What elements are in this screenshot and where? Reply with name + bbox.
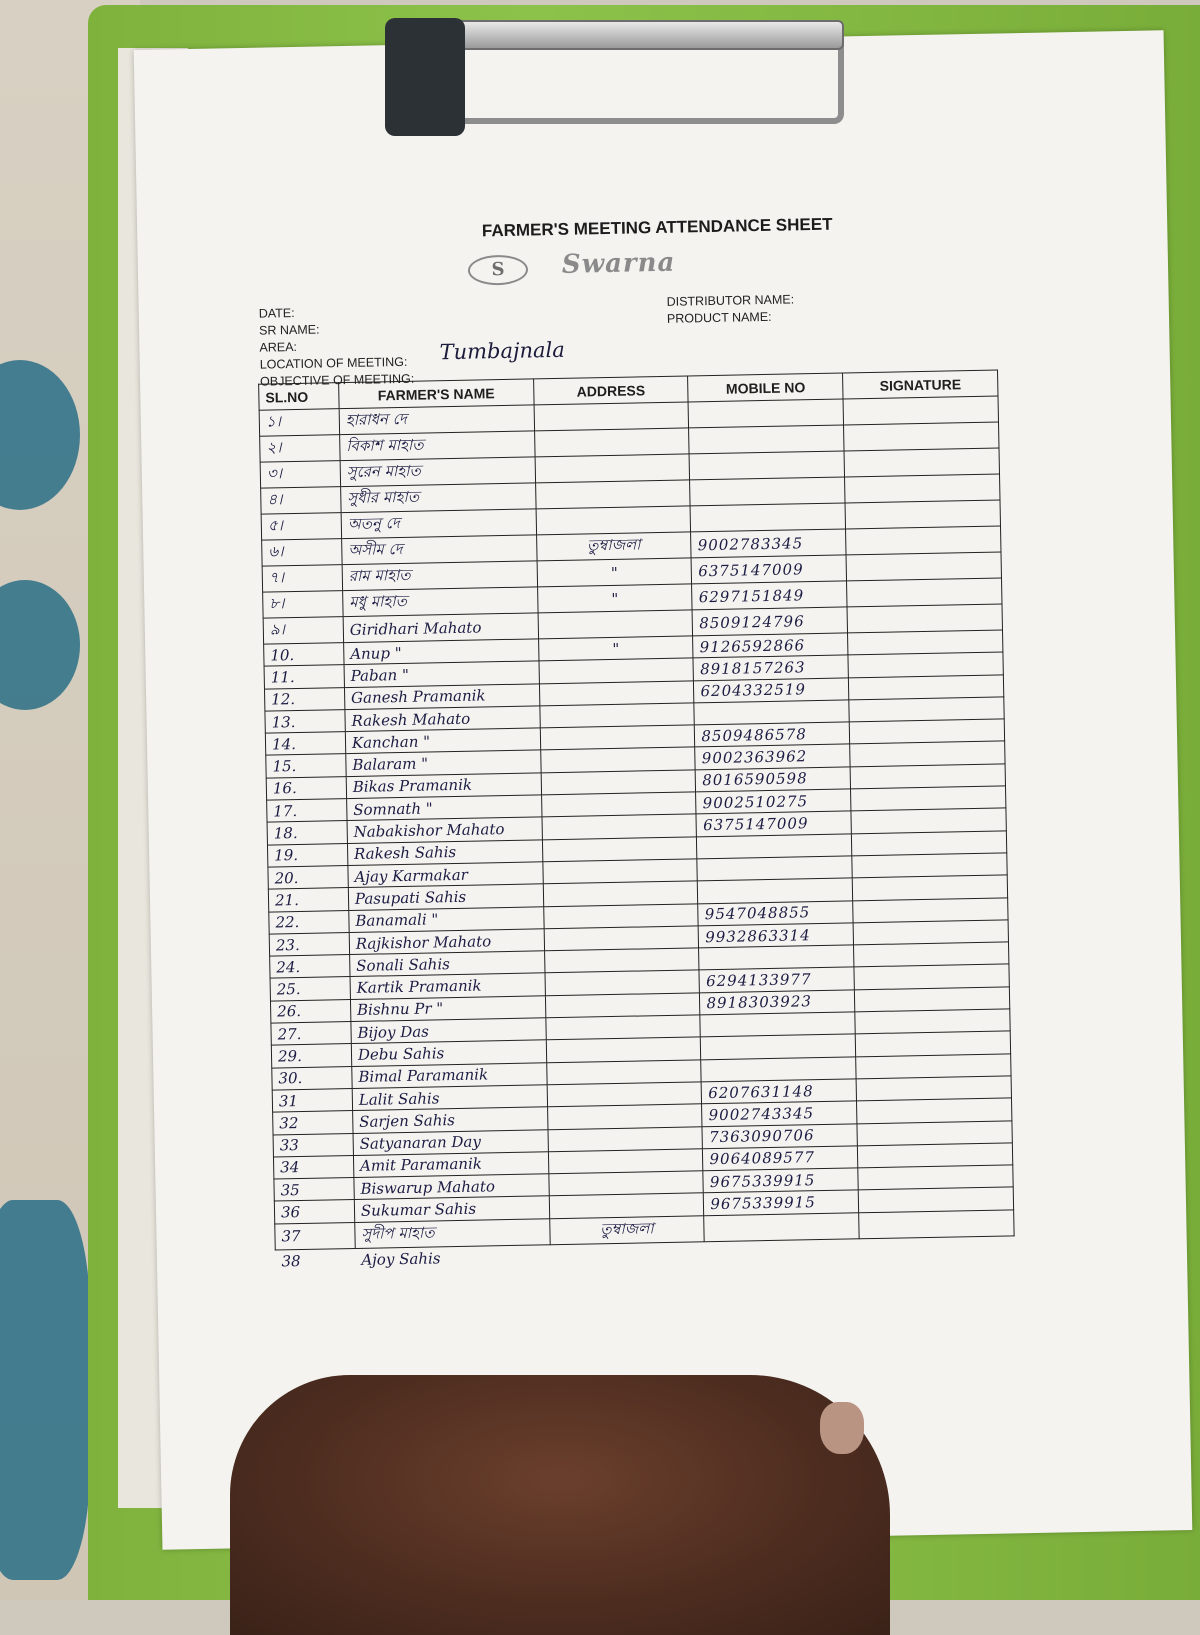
row-mobile-no: 9002510275 — [696, 789, 851, 814]
table-body — [259, 396, 1014, 1272]
row-mobile-no: 9126592866 — [693, 633, 848, 658]
row-signature — [854, 964, 1009, 989]
meta-right — [666, 291, 794, 327]
row-sl-no: 14. — [265, 732, 345, 756]
col-signature: SIGNATURE — [843, 370, 998, 399]
row-signature — [857, 1098, 1012, 1123]
row-mobile-no — [689, 425, 844, 454]
row-address — [540, 703, 695, 728]
thumb-nail — [820, 1402, 864, 1454]
row-farmer-name: Amit Paramanik — [353, 1152, 548, 1178]
row-mobile-no — [698, 878, 853, 903]
row-mobile-no: 9547048855 — [698, 900, 853, 925]
row-sl-no: 17. — [267, 799, 347, 823]
attendance-sheet — [134, 30, 1193, 1549]
row-farmer-name: Satyanaran Day — [353, 1129, 548, 1155]
col-address: ADDRESS — [533, 376, 688, 405]
row-signature — [858, 1187, 1013, 1212]
row-farmer-name: Somnath " — [346, 795, 541, 821]
row-sl-no: 27. — [271, 1022, 351, 1046]
row-signature — [852, 875, 1007, 900]
row-sl-no: ৪। — [261, 487, 341, 515]
row-signature — [844, 422, 999, 451]
row-address — [543, 881, 698, 906]
row-sl-no: ৬। — [262, 539, 342, 567]
row-farmer-name: Anup " — [344, 639, 539, 665]
row-mobile-no: 6294133977 — [699, 967, 854, 992]
row-address — [539, 658, 694, 683]
row-signature — [848, 630, 1003, 655]
swarna-logo — [468, 246, 749, 285]
row-mobile-no — [705, 1239, 860, 1264]
row-farmer-name: Banamali " — [349, 906, 544, 932]
row-signature — [853, 920, 1008, 945]
row-sl-no: ২। — [260, 435, 340, 463]
row-sl-no: ৫। — [261, 513, 341, 541]
row-farmer-name: রাম মাহাত — [342, 561, 537, 591]
area-label: AREA: — [259, 339, 298, 355]
row-mobile-no: 6297151849 — [692, 581, 847, 610]
row-signature — [852, 831, 1007, 856]
row-address — [536, 506, 691, 535]
row-mobile-no: 7363090706 — [702, 1123, 857, 1148]
objective-label: OBJECTIVE OF MEETING: — [259, 371, 415, 389]
row-mobile-no: 9064089577 — [703, 1146, 858, 1171]
row-mobile-no — [690, 477, 845, 506]
row-sl-no: 32 — [273, 1111, 353, 1135]
row-sl-no: 36 — [274, 1200, 354, 1224]
row-address: " — [538, 636, 693, 661]
meta-left — [259, 303, 415, 391]
row-farmer-name: Lalit Sahis — [352, 1085, 547, 1111]
row-address — [543, 859, 698, 884]
distributor-label: DISTRIBUTOR NAME: — [666, 292, 795, 309]
row-signature — [845, 500, 1000, 529]
row-signature — [848, 652, 1003, 677]
row-address — [541, 792, 696, 817]
row-signature — [856, 1054, 1011, 1079]
row-sl-no: 23. — [269, 932, 349, 956]
row-signature — [847, 604, 1002, 633]
row-sl-no: 10. — [264, 643, 344, 667]
col-farmer-name: FARMER'S NAME — [339, 379, 534, 409]
row-farmer-name: মধু মাহাত — [343, 587, 538, 617]
location-label: LOCATION OF MEETING: — [259, 354, 408, 372]
row-farmer-name: Ajay Karmakar — [348, 862, 543, 888]
row-signature — [850, 741, 1005, 766]
row-farmer-name: Kartik Pramanik — [350, 973, 545, 999]
row-mobile-no: 9002743345 — [702, 1101, 857, 1126]
row-sl-no: 25. — [270, 977, 350, 1001]
brand-name: Swarna — [561, 247, 676, 280]
row-farmer-name: Bikas Pramanik — [346, 773, 541, 799]
row-sl-no: 38 — [281, 1251, 301, 1271]
row-address — [540, 747, 695, 772]
row-sl-no: 34 — [273, 1155, 353, 1179]
row-address — [543, 903, 698, 928]
row-address — [545, 970, 700, 995]
row-sl-no: 30. — [272, 1066, 352, 1090]
row-farmer-name: Giridhari Mahato — [343, 613, 538, 643]
row-signature — [857, 1120, 1012, 1145]
row-signature — [855, 1009, 1010, 1034]
col-sl-no: SL.NO — [259, 383, 339, 411]
row-mobile-no — [701, 1056, 856, 1081]
row-address — [541, 770, 696, 795]
col-mobile-no: MOBILE NO — [688, 373, 843, 402]
row-sl-no: 35 — [274, 1178, 354, 1202]
row-farmer-name: Sukumar Sahis — [354, 1196, 549, 1222]
row-farmer-name: Rajkishor Mahato — [349, 929, 544, 955]
row-mobile-no: 8509486578 — [695, 722, 850, 747]
row-address — [534, 428, 689, 457]
row-sl-no: 37 — [275, 1222, 355, 1250]
row-address — [542, 814, 697, 839]
logo-s-icon: S — [468, 254, 529, 285]
row-sl-no: ১। — [259, 409, 339, 437]
row-sl-no: 19. — [267, 843, 347, 867]
row-address: " — [537, 584, 692, 613]
row-address — [548, 1126, 703, 1151]
row-mobile-no: 9675339915 — [704, 1190, 859, 1215]
row-farmer-name: হারাধন দে — [339, 405, 534, 435]
row-signature — [846, 526, 1001, 555]
row-mobile-no — [697, 834, 852, 859]
clip-handle — [385, 18, 465, 136]
row-mobile-no: 8509124796 — [692, 607, 847, 636]
row-sl-no: ৮। — [263, 591, 343, 619]
row-sl-no: 15. — [266, 754, 346, 778]
row-address — [545, 993, 700, 1018]
row-mobile-no: 6207631148 — [702, 1079, 857, 1104]
product-label: PRODUCT NAME: — [666, 309, 772, 326]
row-address — [548, 1149, 703, 1174]
row-signature — [846, 552, 1001, 581]
row-address — [546, 1015, 701, 1040]
row-sl-no: 31 — [272, 1088, 352, 1112]
row-address: " — [537, 558, 692, 587]
row-farmer-name: Sonali Sahis — [349, 951, 544, 977]
row-farmer-name: বিকাশ মাহাত — [340, 431, 535, 461]
row-farmer-name: Biswarup Mahato — [354, 1174, 549, 1200]
row-farmer-name: Bishnu Pr " — [350, 996, 545, 1022]
row-address — [535, 480, 690, 509]
row-farmer-name: Nabakishor Mahato — [347, 817, 542, 843]
row-mobile-no: 9002363962 — [695, 744, 850, 769]
row-signature — [856, 1076, 1011, 1101]
row-signature — [855, 1031, 1010, 1056]
location-value: Tumbajnala — [439, 337, 565, 365]
row-signature — [859, 1236, 1014, 1261]
row-address — [534, 402, 689, 431]
row-mobile-no: 6375147009 — [691, 555, 846, 584]
row-sl-no: 22. — [269, 910, 349, 934]
row-signature — [851, 808, 1006, 833]
attendance-table — [258, 369, 1015, 1272]
row-address — [547, 1082, 702, 1107]
row-sl-no: 21. — [268, 888, 348, 912]
row-farmer-name: Sarjen Sahis — [352, 1107, 547, 1133]
row-address — [549, 1193, 704, 1218]
row-farmer-name: Debu Sahis — [351, 1040, 546, 1066]
row-address — [546, 1037, 701, 1062]
row-mobile-no: 9932863314 — [699, 923, 854, 948]
row-sl-no: 13. — [265, 709, 345, 733]
row-farmer-name: Rakesh Mahato — [345, 706, 540, 732]
row-address — [549, 1171, 704, 1196]
row-sl-no: 18. — [267, 821, 347, 845]
row-signature — [855, 987, 1010, 1012]
row-signature — [850, 764, 1005, 789]
row-address: তুম্বাজলা — [536, 532, 691, 561]
row-mobile-no — [701, 1034, 856, 1059]
row-farmer-name: Pasupati Sahis — [348, 884, 543, 910]
row-sl-no: 11. — [264, 665, 344, 689]
row-signature — [853, 897, 1008, 922]
row-mobile-no — [697, 856, 852, 881]
row-farmer-name: অসীম দে — [342, 535, 537, 565]
row-mobile-no — [699, 945, 854, 970]
row-farmer-name: Ganesh Pramanik — [344, 683, 539, 709]
row-mobile-no: 9675339915 — [703, 1168, 858, 1193]
row-sl-no: ৯। — [263, 617, 343, 645]
row-mobile-no — [688, 399, 843, 428]
row-signature — [849, 697, 1004, 722]
row-farmer-name: Paban " — [344, 661, 539, 687]
row-signature — [844, 448, 999, 477]
row-signature — [847, 578, 1002, 607]
row-mobile-no: 6204332519 — [694, 678, 849, 703]
row-farmer-name: সুধীর মাহাত — [341, 483, 536, 513]
row-farmer-name: অতনু দে — [341, 509, 536, 539]
date-label: DATE: — [258, 305, 295, 321]
row-address — [544, 926, 699, 951]
row-signature — [843, 396, 998, 425]
row-mobile-no: 9002783345 — [691, 529, 846, 558]
row-address — [542, 837, 697, 862]
row-address — [544, 948, 699, 973]
row-signature — [849, 675, 1004, 700]
row-mobile-no: 6375147009 — [696, 811, 851, 836]
row-farmer-name: Bijoy Das — [351, 1018, 546, 1044]
row-mobile-no: 8016590598 — [696, 767, 851, 792]
row-signature — [852, 853, 1007, 878]
row-address — [540, 725, 695, 750]
row-signature — [851, 786, 1006, 811]
row-mobile-no — [694, 700, 849, 725]
row-address — [538, 610, 693, 639]
row-signature — [858, 1165, 1013, 1190]
row-sl-no: 29. — [271, 1044, 351, 1068]
row-signature — [854, 942, 1009, 967]
row-sl-no: 12. — [264, 687, 344, 711]
row-signature — [859, 1210, 1014, 1239]
row-farmer-name: সুদীপ মাহাত — [355, 1218, 550, 1248]
sheet-title: FARMER'S MEETING ATTENDANCE SHEET — [481, 214, 833, 241]
row-sl-no: 16. — [266, 776, 346, 800]
row-sl-no: 20. — [268, 866, 348, 890]
row-address — [547, 1104, 702, 1129]
row-farmer-name: Bimal Paramanik — [352, 1062, 547, 1088]
row-address — [539, 680, 694, 705]
row-signature — [845, 474, 1000, 503]
row-signature — [858, 1143, 1013, 1168]
row-sl-no: 33 — [273, 1133, 353, 1157]
row-address: তুম্বাজলা — [549, 1216, 704, 1245]
row-mobile-no: 8918303923 — [700, 990, 855, 1015]
row-signature — [849, 719, 1004, 744]
row-farmer-name: Ajoy Sahis — [361, 1248, 441, 1269]
hand — [230, 1375, 890, 1635]
row-address — [550, 1242, 705, 1267]
row-mobile-no — [689, 451, 844, 480]
row-address — [535, 454, 690, 483]
sr-name-label: SR NAME: — [258, 322, 320, 338]
row-mobile-no — [700, 1012, 855, 1037]
row-address — [546, 1059, 701, 1084]
row-mobile-no — [690, 503, 845, 532]
row-sl-no: ৭। — [262, 565, 342, 593]
row-farmer-name: Rakesh Sahis — [347, 840, 542, 866]
row-farmer-name: Balaram " — [346, 750, 541, 776]
row-mobile-no — [704, 1213, 859, 1242]
row-mobile-no: 8918157263 — [693, 655, 848, 680]
row-farmer-name: Kanchan " — [345, 728, 540, 754]
row-sl-no: ৩। — [260, 461, 340, 489]
row-farmer-name: সুরেন মাহাত — [340, 457, 535, 487]
row-sl-no: 24. — [270, 955, 350, 979]
row-sl-no: 26. — [270, 999, 350, 1023]
